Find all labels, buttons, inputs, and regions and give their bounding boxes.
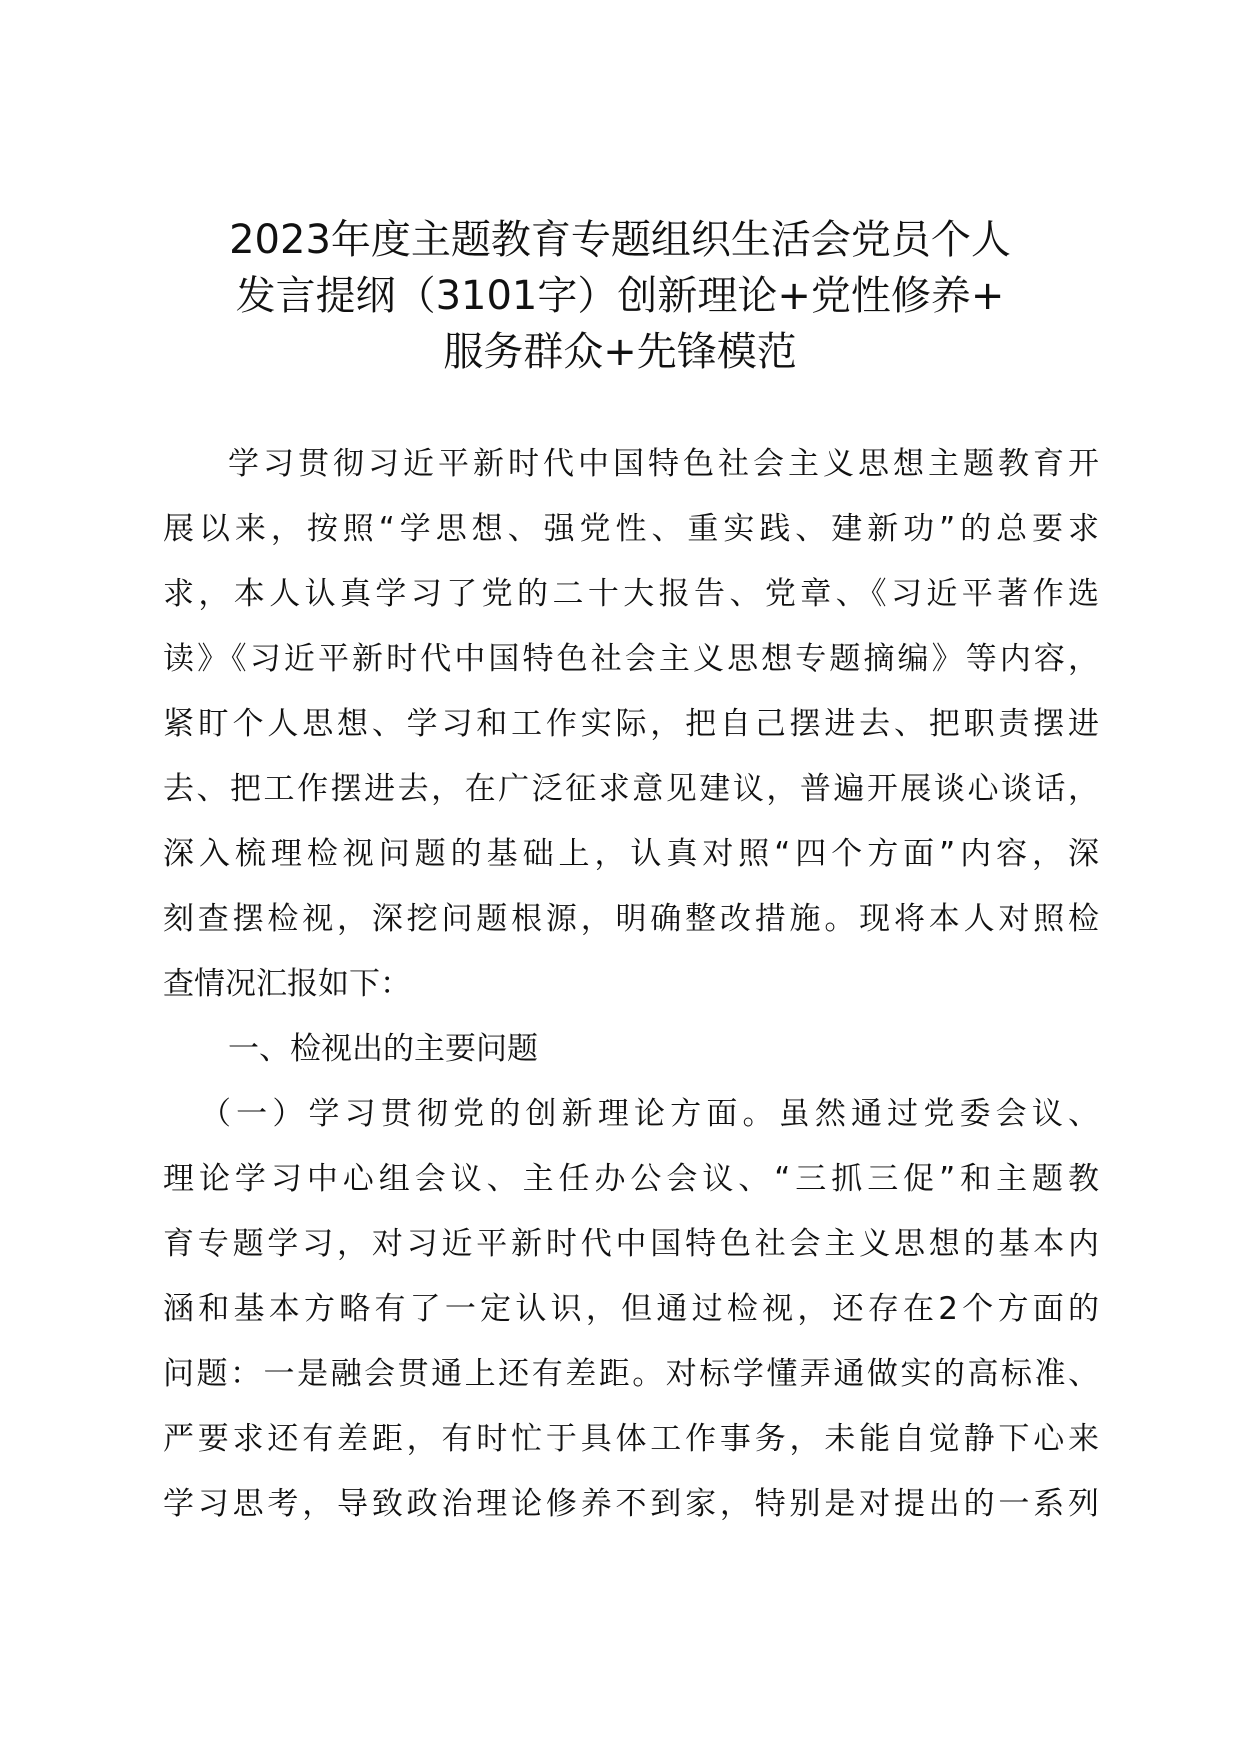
document-title: [150, 212, 1090, 380]
intro-paragraph: [163, 432, 1099, 1017]
section-1-line: 理论学习中心组会议、主任办公会议、“三抓三促”和主题教: [163, 1161, 1099, 1197]
intro-line: 读》《习近平新时代中国特色社会主义思想专题摘编》等内容，: [163, 641, 1099, 677]
intro-line: 深入梳理检视问题的基础上，认真对照“四个方面”内容，深: [163, 836, 1099, 872]
section-1-line: （一）学习贯彻党的创新理论方面。虽然通过党委会议、: [200, 1096, 1099, 1132]
section-1-line: 涵和基本方略有了一定认识，但通过检视，还存在2个方面的: [163, 1291, 1099, 1327]
intro-line: 学习贯彻习近平新时代中国特色社会主义思想主题教育开: [228, 446, 1099, 482]
intro-line: 查情况汇报如下：: [163, 966, 411, 1002]
section-1-paragraph: [163, 1082, 1099, 1537]
intro-line: 展以来，按照“学思想、强党性、重实践、建新功”的总要求: [163, 511, 1099, 547]
section-1-line: 育专题学习，对习近平新时代中国特色社会主义思想的基本内: [163, 1226, 1099, 1262]
intro-line: 求，本人认真学习了党的二十大报告、党章、《习近平著作选: [163, 576, 1099, 612]
title-line-2: 发言提纲（3101字）创新理论+党性修养+: [235, 273, 1005, 319]
section-1-line: 严要求还有差距，有时忙于具体工作事务，未能自觉静下心来: [163, 1421, 1099, 1457]
document-body: [163, 432, 1099, 1537]
section-heading: [163, 1017, 1099, 1082]
intro-line: 紧盯个人思想、学习和工作实际，把自己摆进去、把职责摆进: [163, 706, 1099, 742]
title-line-3: 服务群众+先锋模范: [443, 329, 797, 375]
intro-line: 刻查摆检视，深挖问题根源，明确整改措施。现将本人对照检: [163, 901, 1099, 937]
title-line-1: 2023年度主题教育专题组织生活会党员个人: [229, 217, 1011, 263]
intro-line: 去、把工作摆进去，在广泛征求意见建议，普遍开展谈心谈话，: [163, 771, 1099, 807]
section-1-line: 学习思考，导致政治理论修养不到家，特别是对提出的一系列: [163, 1486, 1099, 1522]
section-1-line: 问题：一是融会贯通上还有差距。对标学懂弄通做实的高标准、: [163, 1356, 1099, 1392]
section-heading-text: 一、检视出的主要问题: [228, 1031, 538, 1067]
